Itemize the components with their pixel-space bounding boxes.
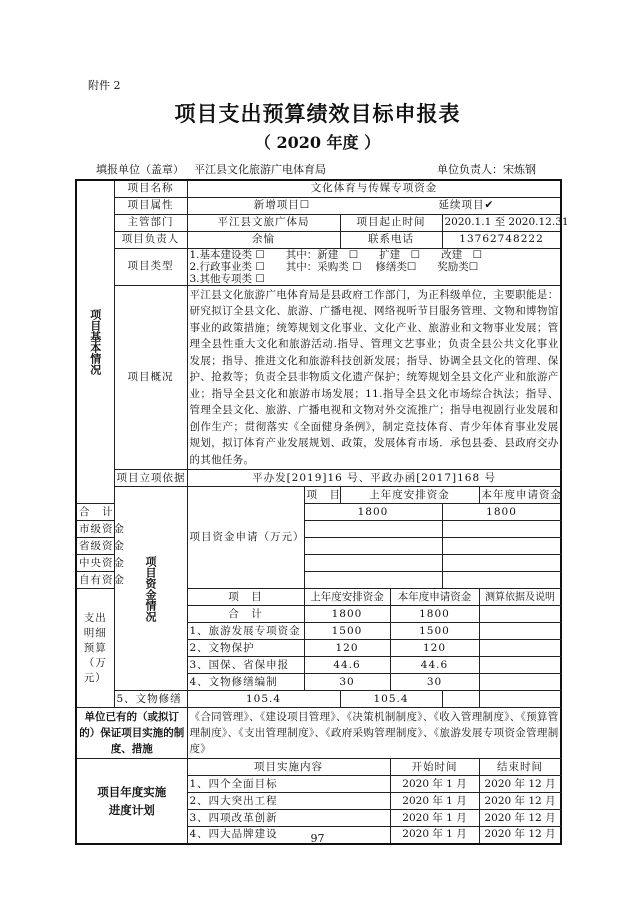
detail-this: 1500 [390, 623, 479, 640]
dept-label: 主管部门 [114, 214, 187, 231]
schedule-end: 2020 年 12 月 [479, 810, 561, 827]
section-basic: 项目基本情况 [76, 180, 114, 504]
leader-value: 余愉 [187, 231, 340, 248]
detail-item: 1、旅游发展专项资金 [187, 623, 304, 640]
detail-header: 测算依据及说明 [479, 589, 561, 606]
detail-note [479, 606, 561, 623]
apply-this [442, 538, 561, 555]
detail-this: 30 [390, 674, 479, 691]
annex-label: 附件 2 [88, 79, 121, 92]
apply-this [442, 572, 561, 589]
attr-new-checkbox[interactable]: 新增项目☐ [253, 199, 311, 211]
schedule-end: 2020 年 12 月 [479, 793, 561, 810]
detail-header: 本年度申请资金 [390, 589, 479, 606]
page-title: 项目支出预算绩效目标申报表 [174, 101, 461, 126]
unit-responsible: 单位负责人：宋炼钢 [437, 163, 536, 176]
year-subtitle: （ 2020 年度 ） [254, 133, 381, 152]
apply-this [442, 555, 561, 572]
apply-last [304, 555, 442, 572]
apply-item: 市级资金 [76, 521, 114, 538]
schedule-header: 结束时间 [479, 759, 561, 776]
dept-value: 平江县文旅广体局 [187, 214, 340, 231]
detail-last: 44.6 [304, 657, 390, 674]
detail-note [479, 674, 561, 691]
detail-item: 3、国保、省保申报 [187, 657, 304, 674]
filling-unit [96, 161, 336, 177]
detail-last: 120 [304, 640, 390, 657]
schedule-start: 2020 年 1 月 [390, 827, 479, 844]
apply-label: 项目资金申请（万元） [187, 487, 304, 589]
detail-this: 120 [390, 640, 479, 657]
detail-this: 1800 [390, 606, 479, 623]
schedule-label: 项目年度实施进度计划 [76, 759, 187, 844]
schedule-header: 项目实施内容 [187, 759, 390, 776]
apply-header: 本年度申请资金 [479, 487, 561, 504]
overview-label: 项目概况 [114, 285, 187, 470]
apply-item: 自有资金 [76, 572, 114, 589]
period-label: 项目起止时间 [340, 214, 442, 231]
detail-item: 4、文物修缮编制 [187, 674, 304, 691]
apply-header: 上年度安排资金 [340, 487, 479, 504]
apply-header: 项 目 [304, 487, 340, 504]
detail-item: 2、文物保护 [187, 640, 304, 657]
performance-target-table [75, 179, 569, 845]
type-label: 项目类型 [114, 248, 187, 285]
apply-last: 1800 [304, 504, 442, 521]
page-number: 97 [310, 832, 325, 845]
schedule-content: 3、四项改革创新 [187, 810, 390, 827]
detail-note [479, 640, 561, 657]
project-attribute [187, 197, 561, 214]
project-overview: 平江县文化旅游广电体育局是县政府工作部门，为正科级单位，主要职能是：研究拟订全县文化、旅游、广播电视、网络视听节目服务管理、文物和博物馆事业的政策措施；统筹规划文化事业、文化产业、旅游业和文物事业发展；管理全县性重大文化和旅游活动.指导、管理文艺事业；负责全县公共文化事业发展；指导、推进文化和旅游科技创新发展；指导、协调全县文化的管理、保护、抢救等；负责全县非物质文化遗产保护；统筹规划全县文化产业和旅游产业；指导全县文化和旅游市场发展；11.指导全县文化市场综合执法；指导、管理全县文化、旅游、广播电视和文物对外交流推广；指导电视剧行业发展和创作生产；贯彻落实《全面健身条例》，制定竞技体育、青少年体育事业发展规划，拟订体育产业发展规划、政策，发展体育市场．承包县委、县政府交办的其他任务。 [187, 285, 561, 470]
detail-label: 支出明细预算（万元） [76, 589, 114, 708]
basis-value: 平办发[2019]16 号、平政办函[2017]168 号 [187, 470, 561, 487]
apply-last [304, 572, 442, 589]
filling-unit-value: 平江县文化旅游广电体育局 [194, 163, 326, 176]
detail-last: 1800 [304, 606, 390, 623]
type-line: 2.行政事业类 ☐ 其中：采购类 ☐ 修缮类☐ 奖励类☐ [189, 260, 479, 273]
apply-item: 中央资金 [76, 555, 114, 572]
detail-last: 105.4 [187, 691, 340, 708]
filling-unit-label: 填报单位（盖章） [96, 163, 184, 176]
detail-header: 项 目 [187, 589, 304, 606]
detail-note [479, 623, 561, 640]
period-value: 2020.1.1 至 2020.12.31 [442, 214, 561, 231]
project-type [187, 248, 561, 285]
attr-continued-checkbox[interactable]: 延续项目✔ [438, 199, 495, 211]
phone-value: 13762748222 [442, 231, 561, 248]
schedule-content: 2、四大突出工程 [187, 793, 390, 810]
detail-this: 105.4 [340, 691, 442, 708]
section-funds: 项目资金情况 [114, 487, 187, 691]
schedule-start: 2020 年 1 月 [390, 810, 479, 827]
attr-label: 项目属性 [114, 197, 187, 214]
detail-item: 5、文物修缮 [114, 691, 187, 708]
schedule-content: 1、四个全面目标 [187, 776, 390, 793]
detail-header: 上年度安排资金 [304, 589, 390, 606]
detail-last: 30 [304, 674, 390, 691]
schedule-header: 开始时间 [390, 759, 479, 776]
detail-last: 1500 [304, 623, 390, 640]
schedule-start: 2020 年 1 月 [390, 776, 479, 793]
apply-this [442, 521, 561, 538]
schedule-end: 2020 年 12 月 [479, 776, 561, 793]
schedule-content: 4、四大品牌建设 [187, 827, 390, 844]
schedule-start: 2020 年 1 月 [390, 793, 479, 810]
system-text: 《合同管理》、《建设项目管理》、《决策机制制度》、《收入管理制度》、《预算管理制度》、《支出管理制度》、《政府采购管理制度》、《旅游发展专项资金管理制度》 [187, 708, 561, 759]
apply-item: 合 计 [76, 504, 114, 521]
detail-note [442, 691, 479, 708]
apply-item: 省级资金 [76, 538, 114, 555]
detail-note [479, 657, 561, 674]
leader-label: 项目负责人 [114, 231, 187, 248]
detail-item: 合 计 [187, 606, 304, 623]
basis-label: 项目立项依据 [114, 470, 187, 487]
apply-this: 1800 [442, 504, 561, 521]
schedule-end: 2020 年 12 月 [479, 827, 561, 844]
type-line: 1.基本建设类 ☐ 其中：新建 ☐ 扩建 ☐ 改建 ☐ [189, 248, 483, 261]
phone-label: 联系电话 [340, 231, 442, 248]
project-name: 文化体育与传媒专项资金 [187, 180, 561, 197]
name-label: 项目名称 [114, 180, 187, 197]
system-label: 单位已有的（或拟订的）保证项目实施的制度、措施 [76, 708, 187, 759]
detail-this: 44.6 [390, 657, 479, 674]
type-line: 3.其他专项类 ☐ [189, 272, 265, 285]
apply-last [304, 538, 442, 555]
apply-last [304, 521, 442, 538]
